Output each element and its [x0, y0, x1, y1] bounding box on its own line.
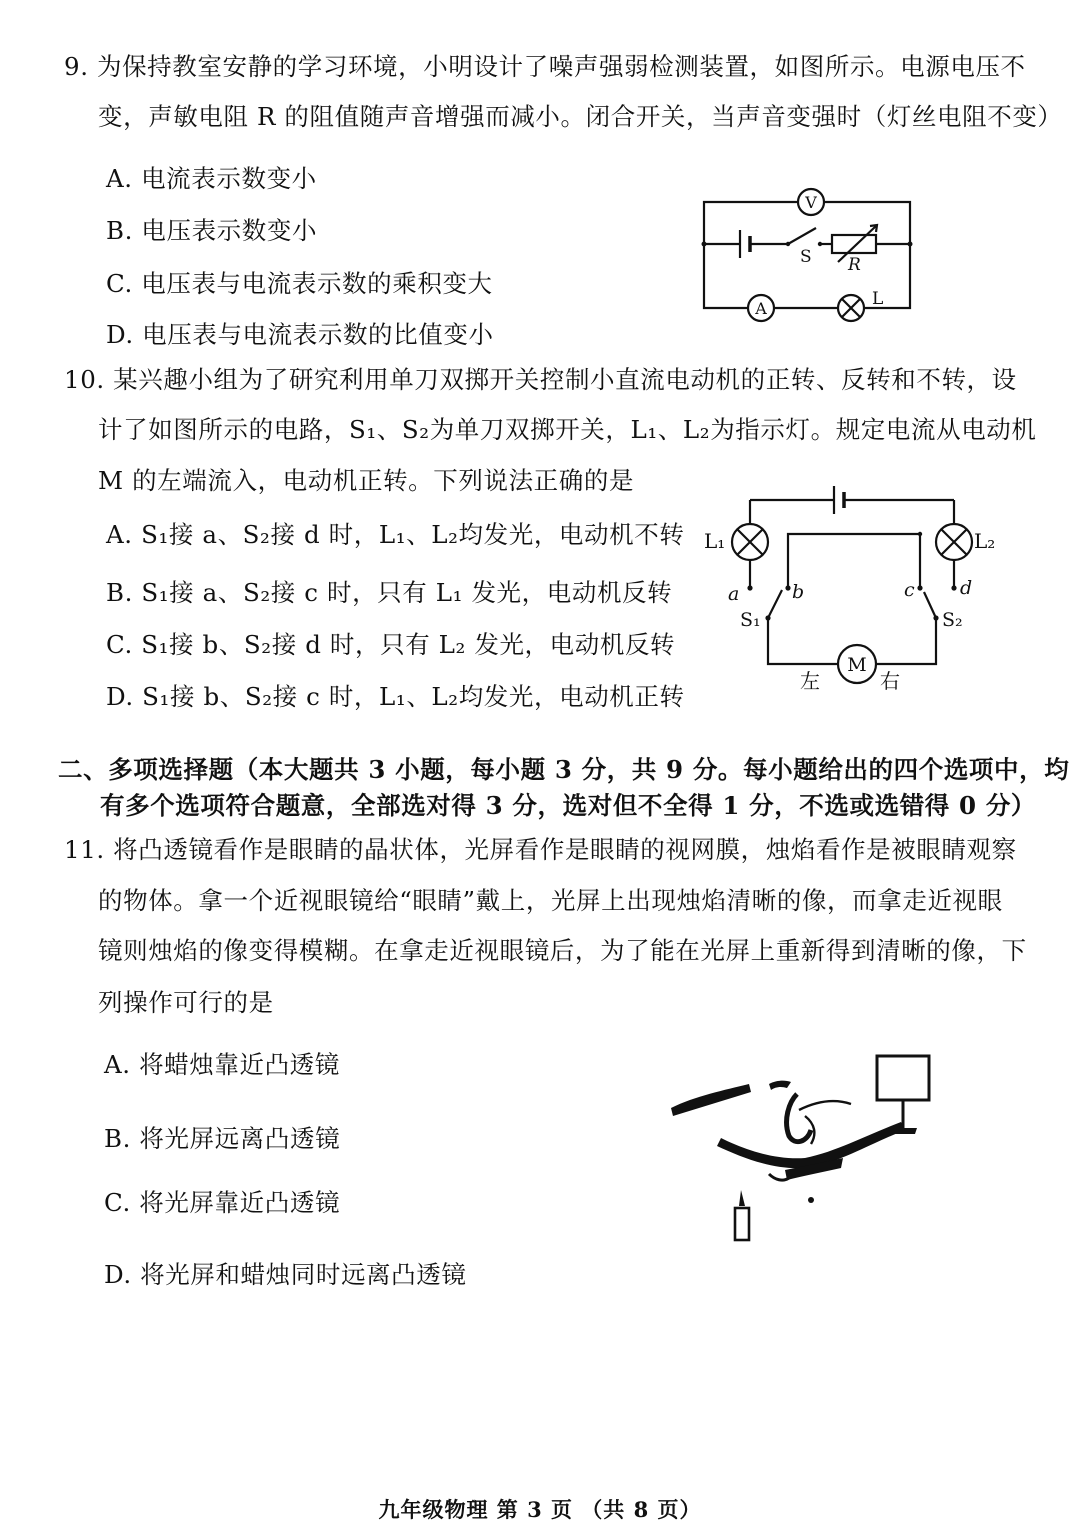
q9-circuit-diagram: [690, 180, 930, 330]
q10-terminal-d: d: [960, 577, 973, 599]
q10-l1-label: L₁: [704, 529, 726, 553]
q9-option-b: B. 电压表示数变小: [106, 216, 318, 245]
q10-option-c: C. S₁接 b、S₂接 d 时，只有 L₂ 发光，电动机反转: [106, 630, 676, 659]
q10-option-d: D. S₁接 b、S₂接 c 时，L₁、L₂均发光，电动机正转: [106, 682, 685, 711]
q9-ammeter-label: A: [755, 299, 767, 318]
q10-terminal-c: c: [904, 579, 915, 601]
section-2-heading-line-2: 有多个选项符合题意，全部选对得 3 分，选对但不全得 1 分，不选或选错得 0 分）: [100, 791, 1037, 820]
q10-s2-label: S₂: [942, 609, 963, 631]
q11-optics-bench-figure: [665, 1050, 945, 1250]
q11-option-d: D. 将光屏和蜡烛同时远离凸透镜: [104, 1260, 467, 1289]
q10-left-label: 左: [800, 669, 820, 693]
q10-terminal-a: a: [728, 583, 740, 605]
q10-stem-line-3: M 的左端流入，电动机正转。下列说法正确的是: [98, 466, 635, 495]
q10-s1-label: S₁: [740, 609, 761, 631]
q11-stem-line-4: 列操作可行的是: [98, 988, 274, 1017]
q11-option-c: C. 将光屏靠近凸透镜: [104, 1188, 341, 1217]
q10-circuit-diagram: [700, 468, 1010, 698]
q10-option-b: B. S₁接 a、S₂接 c 时，只有 L₁ 发光，电动机反转: [106, 578, 673, 607]
q11-stem-line-3: 镜则烛焰的像变得模糊。在拿走近视眼镜后，为了能在光屏上重新得到清晰的像，下: [98, 936, 1027, 965]
q10-stem-line-1: 10. 某兴趣小组为了研究利用单刀双掷开关控制小直流电动机的正转、反转和不转，设: [64, 365, 1017, 394]
q9-stem-line-2: 变，声敏电阻 R 的阻值随声音增强而减小。闭合开关，当声音变强时（灯丝电阻不变）: [98, 102, 1063, 131]
q9-lamp-label: L: [872, 289, 884, 309]
q11-option-a: A. 将蜡烛靠近凸透镜: [104, 1050, 340, 1079]
q10-option-a: A. S₁接 a、S₂接 d 时，L₁、L₂均发光，电动机不转: [106, 520, 685, 549]
q11-stem-line-2: 的物体。拿一个近视眼镜给“眼睛”戴上，光屏上出现烛焰清晰的像，而拿走近视眼: [98, 886, 1003, 915]
q11-stem-line-1: 11. 将凸透镜看作是眼睛的晶状体，光屏看作是眼睛的视网膜，烛焰看作是被眼睛观察: [64, 835, 1017, 864]
q9-voltmeter-label: V: [805, 193, 817, 212]
q10-l2-label: L₂: [974, 529, 996, 553]
q9-option-a: A. 电流表示数变小: [106, 164, 317, 193]
q10-terminal-b: b: [792, 581, 805, 603]
q10-motor-label: M: [847, 654, 867, 676]
q10-right-label: 右: [880, 669, 900, 693]
q9-option-d: D. 电压表与电流表示数的比值变小: [106, 320, 494, 349]
q9-resistor-label: R: [848, 255, 861, 275]
q9-option-c: C. 电压表与电流表示数的乘积变大: [106, 269, 493, 298]
q9-switch-label: S: [800, 247, 812, 267]
q11-option-b: B. 将光屏远离凸透镜: [104, 1124, 341, 1153]
q10-stem-line-2: 计了如图所示的电路，S₁、S₂为单刀双掷开关，L₁、L₂为指示灯。规定电流从电动机: [98, 415, 1037, 444]
q9-stem-line-1: 9. 为保持教室安静的学习环境，小明设计了噪声强弱检测装置，如图所示。电源电压不: [64, 52, 1026, 81]
section-2-heading-line-1: 二、多项选择题（本大题共 3 小题，每小题 3 分，共 9 分。每小题给出的四个选项中，均: [58, 755, 1070, 784]
page-footer: 九年级物理 第 3 页 （共 8 页）: [378, 1497, 702, 1522]
